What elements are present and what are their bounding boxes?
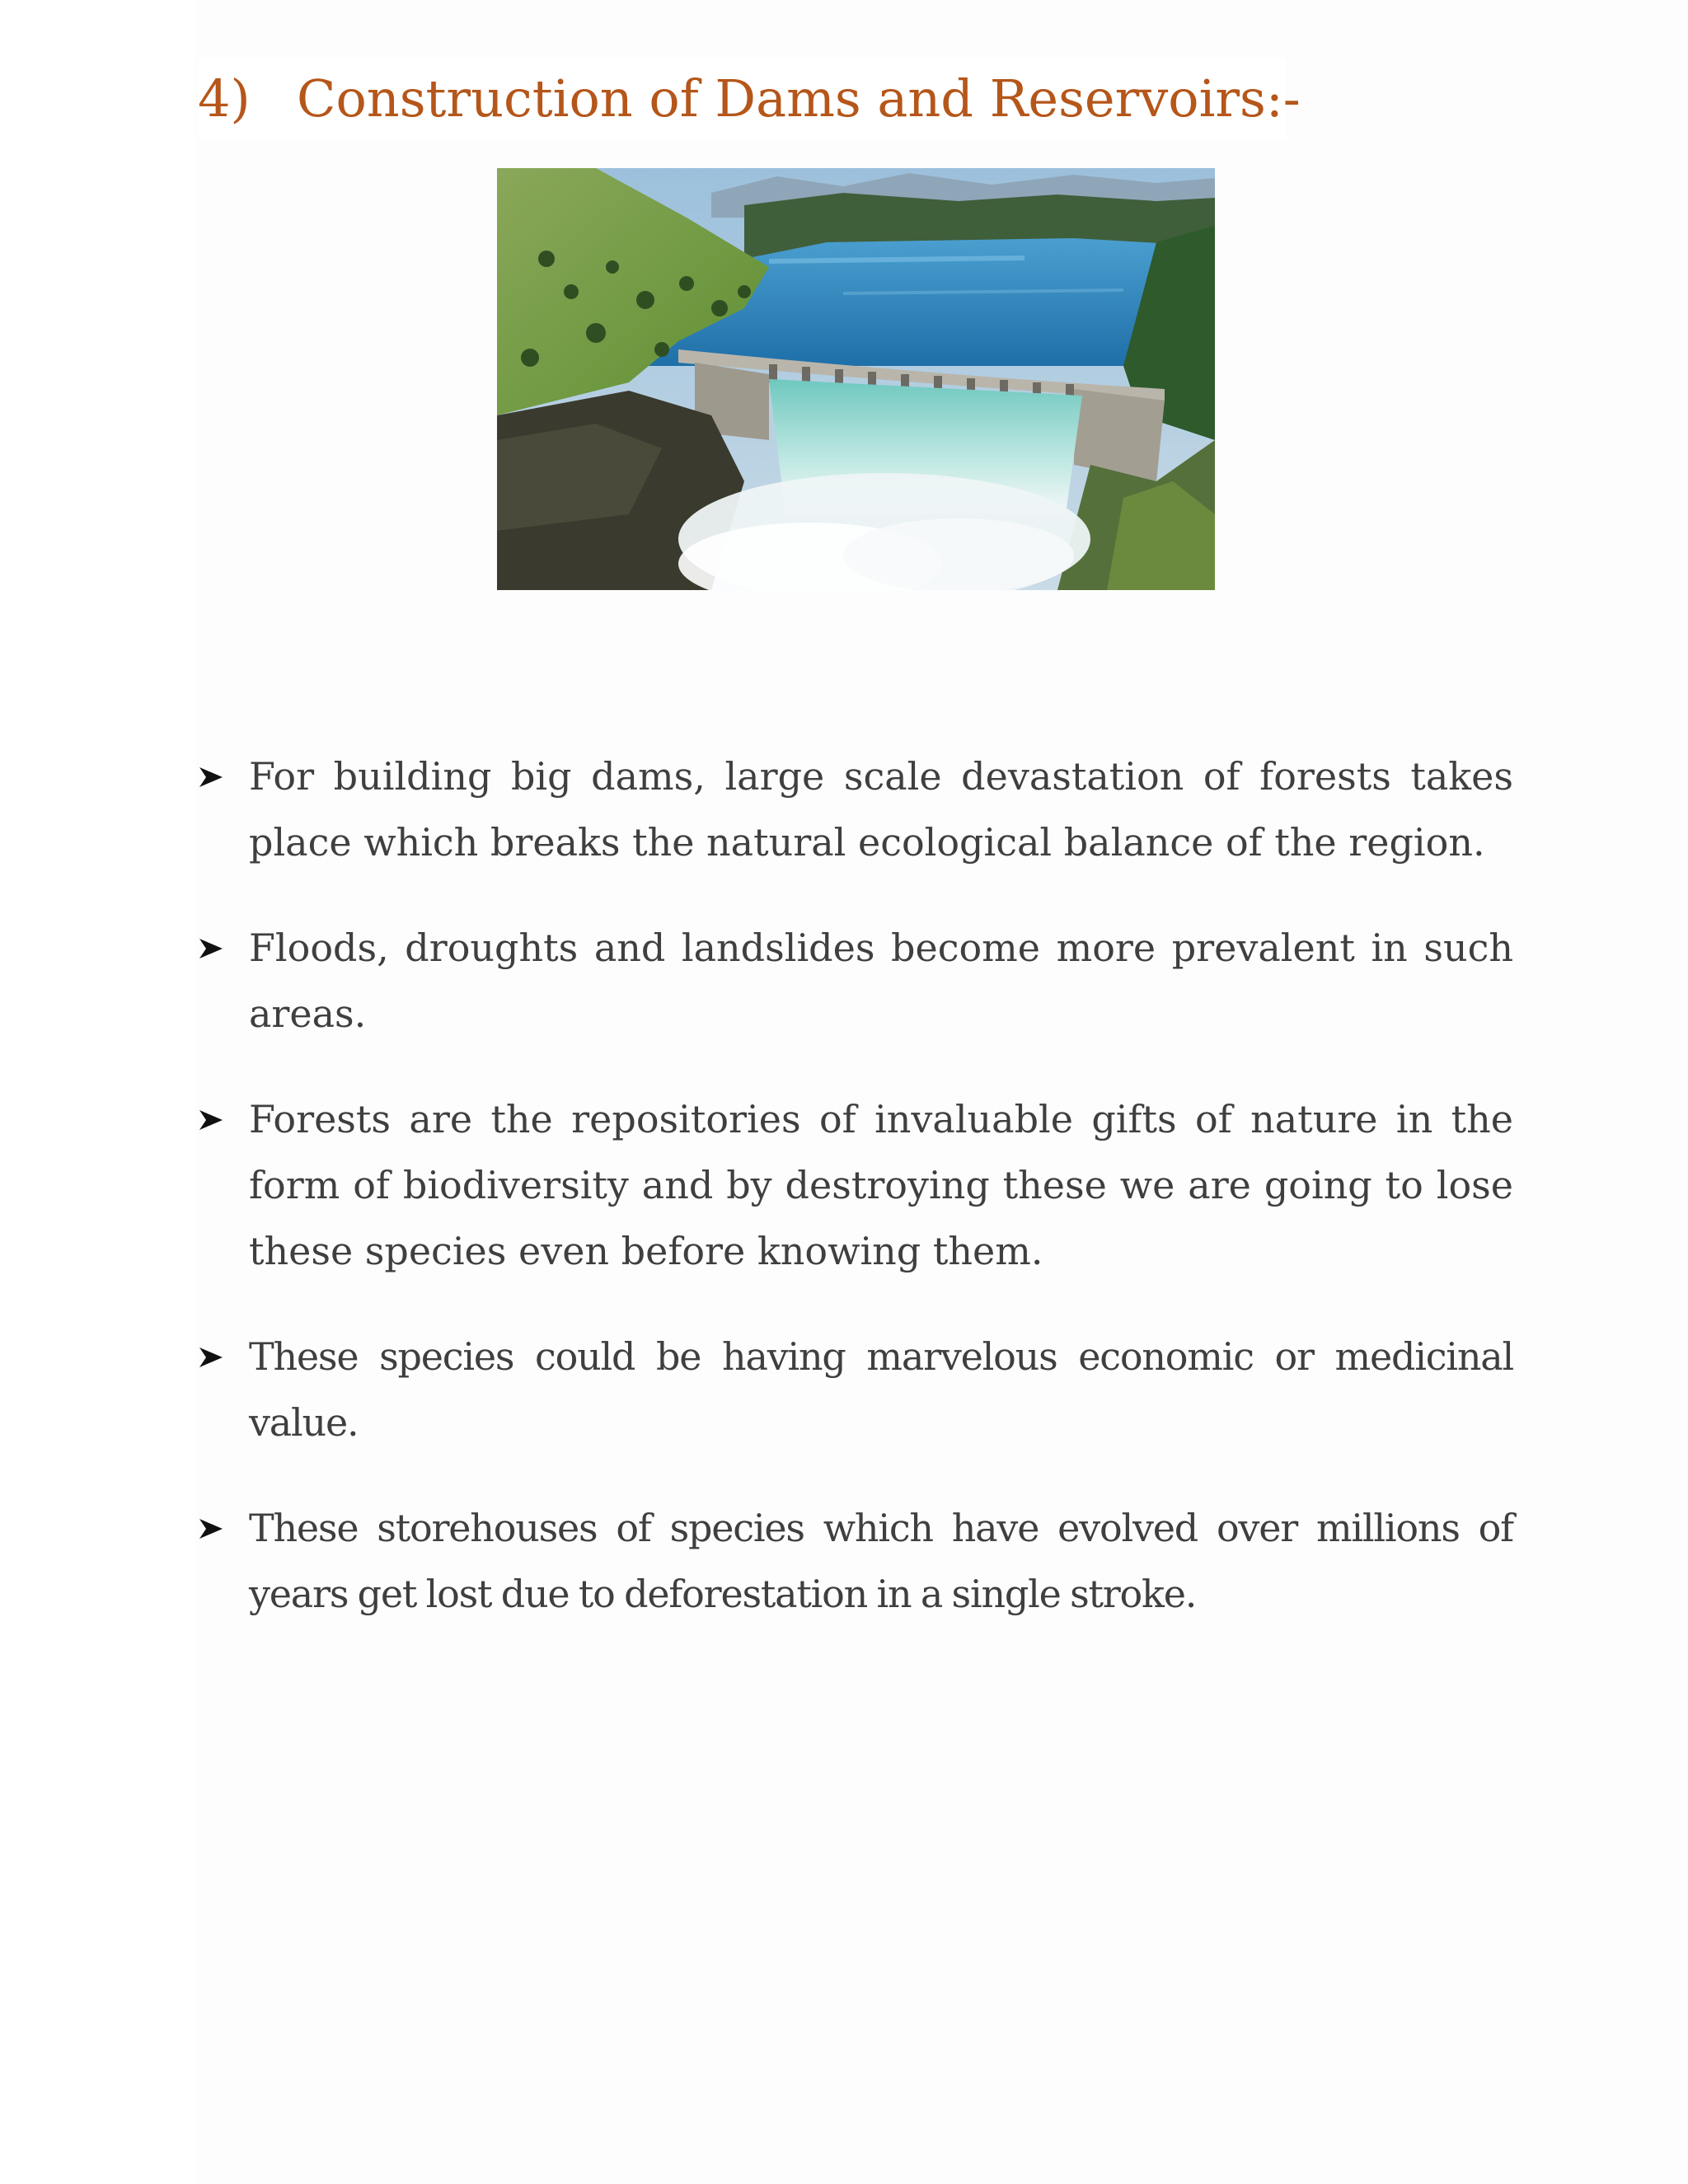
bullet-item <box>198 915 1513 1047</box>
bullet-text: Forests are the repositories of invaluable gifts of nature in the form of biodiversity and by destroying these we are going to lose these species even before knowing them. <box>249 1097 1513 1273</box>
bullet-list <box>198 743 1513 1666</box>
bullet-item <box>198 1324 1513 1455</box>
bullet-arrow-icon <box>198 1517 224 1540</box>
bullet-text: These species could be having marvelous economic or medicinal value. <box>249 1334 1513 1445</box>
bullet-text: Floods, droughts and landslides become more prevalent in such areas. <box>249 926 1513 1036</box>
bullet-item <box>198 1086 1513 1284</box>
bullet-arrow-icon <box>198 937 224 960</box>
section-heading <box>198 58 1301 140</box>
bullet-item <box>198 1495 1513 1627</box>
bullet-text: For building big dams, large scale devastation of forests takes place which breaks the natural ecological balance of the region. <box>249 754 1513 865</box>
bullet-item <box>198 743 1513 875</box>
section-title: Construction of Dams and Reservoirs:- <box>297 68 1301 129</box>
bullet-arrow-icon <box>198 1108 224 1132</box>
bullet-arrow-icon <box>198 1346 224 1369</box>
bullet-arrow-icon <box>198 766 224 789</box>
section-number: 4) <box>198 68 251 129</box>
bullet-text: These storehouses of species which have evolved over millions of years get lost due to deforestation in a single stroke. <box>249 1506 1513 1616</box>
dam-reservoir-photo <box>497 168 1215 590</box>
